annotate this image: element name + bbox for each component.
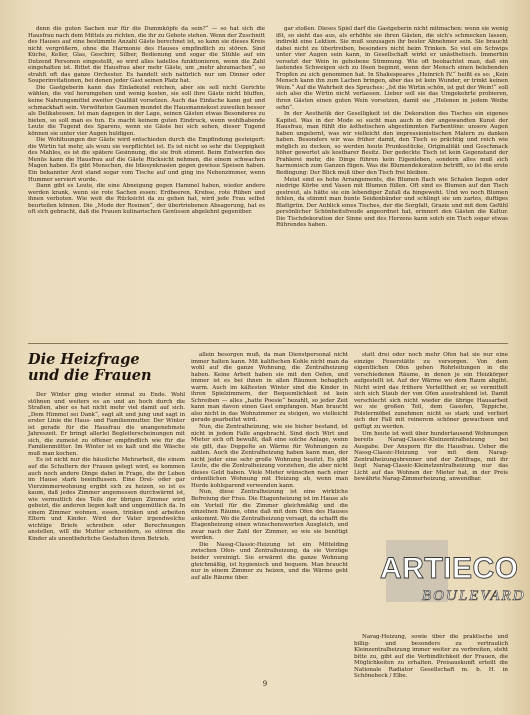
paragraph: Narag-Heizung, sowie über die praktische und billig- und besonders zu vertraulich Kleinzentralheizung immer weiter zu verbreiten, steht bitte zu, gibt auf die Verbindlichkeit der Frauen, die Möglichkeiten zu erhalten. Preisauskunft erteilt die Nationale Radiator Gesellschaft m. b. H. in Schönebeck / Elbe.	[354, 634, 508, 680]
logo-subtitle: BOULEVARD	[422, 588, 526, 604]
paragraph: allein besorgen muß, da man Dienstpersonal nicht immer halten kann. Mit kalifischen Kohle nicht man da wohl auf die ganze Wohnung, die Zentralheizung haben. Keine Arbeit haben sie mit den Oefen, und immer ist es bei ihnen in allen Räumen behaglich warm. Auch im kältesten Winter sind die Kinder in ihren Spielzimmern, der Bequemlichkeit ist kein Schreiben — alles „hatte Poesie“ bezahlt, so jeder Zeit kann man davon einen Gast empfangen. Man braucht also nicht in das Wohnzimmer zu steigen, wo vielleicht gerade gearbeitet wird.	[191, 352, 348, 424]
paragraph: denn die guten Sachen nur für die Dummköpfe da sein?“ — so hat sich die Hausfrau nach dem Mittels zu richten, die ihr zu Gebote stehen. Wenn der Zuschnitt des Hauses auf eine bestimmte Anzahl Gäste berechnet ist, so kann sie dieses Kreis nicht vergrößern, ohne die Harmonie des Hauses empfindlich zu stören. Sind Küche, Keller, Glas, Geschirr, Silber, Bedienung und sogar die Stühle auf ein Dutzend Personen eingestellt, so wird alles tadellos funktionieren, wenn die Zahl eingehalten ist. Bittet die Hausfrau aber mehr Gäste, um „mehr abzumachen“, so strahlt oft das ganze Orchester. Es handelt sich natürlich nur um Dinner oder Souperinvitationen, bei denen jeder Gast seinen Platz hat.	[28, 26, 265, 85]
article-column-bottom-4	[354, 634, 508, 678]
article-column-bottom-3	[354, 352, 508, 502]
paragraph: Es ist nicht nur die häusliche Mehrarbeit, die einem auf die Schultern der Frauen gelegt wird, es kommen auch noch andere Dinge dabei in Frage, die ihr Leben im Hause stark beeinflussen. Eine Drei- oder gar Vierzimmerwohnung ergibt sich zu heizen, so ist es kaum, daß jedes Zimmer angemessen durchwärmt ist, wie vermutlich des Teils der übrigen Zimmer wird gebeizt, die anderen liegen kalt und ungemütlich da. In einem Zimmer wohnen, essen, trinken und arbeiten Eltern und Kinder. Wird der Vater irgendwelche wichtige Briefe schreiben oder Berechnungen anstellen, will die Mutter schneidern, so stören die Kinder als unentbehrliche Gestalten ihren Betrieb.	[28, 457, 185, 543]
headline-line-2: und die Frauen	[28, 367, 152, 384]
paragraph: Nun, die Zentralheizung, wie sie bisher bestand, ist nicht in jedem Falle angebracht. Sind doch Wirt und Mieter sich oft bewußt, daß eine solche Anlage, wenn sie gilt, das Doppelte an Wärme für Wohnungen zu zahlen. Auch die Zentralheizung haben kann man, der nicht jeder eine sehr große Wohnung besitzt. Es gibt Leute, die die Zentralheizung vorziehen, die aber nicht dieses Geld haben. Viele Mieter wünschen nach einer ordentlichen Wohnung mit Heizung ab, wenn man Herde kohlsparend verwenden kann.	[191, 424, 348, 489]
logo-wordmark: ARTIECO	[380, 552, 519, 585]
paragraph: Meist sind es hohe Arrangements, die Blumen flach wie Schalen liegen oder niedrige Körbe und Vasen mit Blumen füllen. Oft sind es Blumen auf den Tisch gestreut, als hätte sie ein lebendiger Zufall da hingeweht. Und wo noch Blumen fehlen, da stimmt man bunte Seidenbänder und schlingt sie um zartes, duftiges Blattgrün. Der Anblick eines Tisches, der die Sorgfalt, Grazie und mit dem Gefühl persönlicher Schönheitsfreude angeordnet hat, erinnert den Gästen die Kultur. Die Tischdekoration der Sinne und des Herzens kann solch ein Tisch sogar etwas Rührendes haben.	[276, 176, 508, 229]
article-column-bottom-1	[28, 392, 185, 678]
section-divider	[28, 343, 508, 344]
paragraph: Die Gastgeberin kann das Einladeziel reichen, aber sie soll nicht Gerichte wählen, die viel herumgehen und wenig kosten, sie soll ihre Gäste nicht bluffen, keine Nahrungsmittel zweiter Qualität vorsetzen. Auch das Einfache kann gut und schmackhaft sein. Verwöhnten Gaumen mundet die Hausmannskost zuweilen besser als Delikatessen. Ist man dagegen in der Lage, seinen Gästen etwas Besonderes zu bieten, so soll man es tun. Es macht keinem guten Eindruck, wenn wohlhabende Leute die Tugend des Sparens, wenn sie Gäste bei sich sehen, dieser Tugend können sie unter vier Augen huldigen.	[28, 84, 265, 137]
paragraph: Dann gibt es Leute, die eine Abneigung gegen Hammel haben, wieder andere werden krank, wenn sie rote Sachen essen: Erdbeeren, Krebse, rote Rüben und ihnen verboten. Wie weit die Rücksicht da zu gehen hat, wird jede Frau selbst beurteilen können. Die „Mode der Rosinen“, der übertriebenen Absagerung, hat es oft sich gebracht, daß die Frauen kulinarischen Genüssen abgelehnt gegenüber.	[28, 183, 265, 216]
paragraph: Die Nassg-Classic-Heizung ist ein Mittelding zwischen Ofen- und Zentralheizung, da sie Vorzüge beider vereinigt. Sie erwärmt die ganze Wohnung gleichmäßig, ist hygienisch und bequem. Man braucht nur in einem Zimmer zu heizen, und die Wärme geht auf alle Räume über.	[191, 541, 348, 581]
paragraph: gar stoßen. Dieses Spiel darf die Gastgeberin nicht mitmachen: wenn sie wenig ißt, so sieht das aus, als erhöhte sie ihren Gästen, die sich's schmecken lassen, indirekt eine Lektion. Sie muß sozusagen ihr bester Abnehmer sein. Sie braucht dabei nicht zu übertreiben, besonders nicht beim Trinken. So viel ein Schwips unter vier Augen sein kann, in Gesellschaft wirkt er unästhetisch. Immerhin versetzt der Wein in gehobene Stimmung. Wie oft beobachtet man, daß ein lastendes Schweigen sich zu lösen beginnt, wenn der Mensch einen belebenden Tropfen zu sich genommen hat. In Shakespeares „Heinrich IV.“ heißt es so: „Kein Mensch kann ihn zum Lachen bringen, aber das ist kein Wunder, er trinkt keinen Wein.“ Auf die Wahrheit des Spruches: „Ist die Wirtin schön, ist gut der Wein!“ soll sich also die Wirtin nicht verlassen. Lieber soll sie das Umgekehrte probieren, ihren Gästen einen guten Wein vorsetzen, damit sie „Helenen in jedem Weibe sehn“.	[276, 26, 508, 111]
watermark-logo	[378, 518, 526, 626]
article-column-bottom-2	[191, 352, 348, 678]
paragraph: Nun, diese Zentralheizung ist eine wirkliche Befreiung der Frau. Die Etagenheizung ist im Hause als ein Vorteil für die Zimmer gleichmäßig und die einzelnen Räume, ohne daß mit dem Ofen des Hauses ankommt. Wo die Zentralheizung versagt, da schafft die Etagenheizung einen wünschenswerten Ausgleich, und zwar nach der Zahl der Zimmer, so wie sie benötigt werden.	[191, 489, 348, 542]
paragraph: Die Wohltuungen der Gäste wird entschieden durch die Empfindung gesteigert: die Wirtin tut mehr, als wozu sie verpflichtet ist. Es ist nicht so sehr die Ueppigkeit des Mahles, es ist die spätere Gesinnung, die sie froh stimmt. Beim Entwerfen des Menüs kann die Hausfrau auf die Gäste Rücksicht nehmen, die einem schwachen Magen haben. Es gibt Menschen, die Idiosynkrasien gegen gewisse Speisen haben. Ein bekannter Arzt stand sogar vom Tische auf und ging ins Nebenzimmer, wenn Hummer serviert wurde.	[28, 137, 265, 183]
article-column-top-left	[28, 26, 265, 338]
article-headline	[28, 352, 188, 384]
headline-line-1: Die Heizfrage	[28, 351, 140, 368]
paragraph: In der Aesthetik der Geselligkeit ist die Dekoration des Tisches ein eigenes Kapitel. Was in der Mode so sucht man auch in der angewandten Kunst der Hausfrau, man fühlt die ästhetischen abgestimmten Farbentöne: unsere Augen haben ungelernt, was wir vielleicht den impressionistischen Malern zu danken haben. Besonders wir was früher damit, den Tisch so prächtig und reich wie möglich zu decken, so werden heute Prunksstücke, Originalität und Geschmack höher gewertet als kostbarer Besitz. Der gedeckte Tisch ist kein Gegenstand der Prahlerei mehr, die Dinge führen kein Eigenleben, sondern alles muß sich harmonisch zum Ganzen fügen. Was die Blumendekoration betrifft, so ist die erste Bedingung: Der Blick muß über den Tisch frei bleiben.	[276, 111, 508, 177]
page-number: 9	[262, 680, 268, 688]
paragraph: Um heute ist weit über hundertausend Wohnungen bereits Narag-Classic-Kleinzentralheizung bei Ausgabe. Der Ansporn für die Hausfrau. Ueber die Nassg-Classic-Heizung vor mit dem Narag-Zentralheizungsbrenner und der Zeitfrage, mit ihr liegt Narag-Classic-Kleinstzentralheizung nur das Licht auf das Wohnen der Mieter hat, in der Preis bewährte Narag-Zimmerheizung, anwendbar.	[354, 430, 508, 483]
paragraph: Der Winter ging wieder einmal zu Ende. Wohl stöhnen und weiters es an und an hoch durch die Straßen, aber es hat nicht mehr viel damit auf sich. „Dem Himmel sei Dank“, sagt alt und jung und sagt in erster Linie die Haus- und Familienmutter. Der Winter ist gerade für die Hausfrau die unangenehmste Jahreszeit. Er bringt allerlei Begleiterscheinungen mit sich, die zumeist zu offener empfindlich wie für die Familienmütter. Im Winter ist es kalt und die Wäsche muß man kochen.	[28, 392, 185, 457]
article-column-top-right	[276, 26, 508, 338]
paragraph: statt drei oder noch mehr Ofen hat sie nur eine einzige Feuerstätte zu versorgen. Von dem eigentlichen Ofen gehen Rohrleitungen in die verschiedenen Räume, in denen je ein Heizkörper aufgestellt ist. Auf der Wärme wo dem Raum abgibt. Nicht wird das frühere Verteiltheit er, so vermittelt sich sich Staub der von Ofen ausstrahlend ist. Damit verschlecht sich nicht wieder die übrige Hausarbeit wo sie großen Teil, dem Gasofen, Teppiche, Polstermöbel zunehmen nicht so stark und verliert sich der Fall mit reinerem schöner gewachsen und gefügt zu werden.	[354, 352, 508, 431]
